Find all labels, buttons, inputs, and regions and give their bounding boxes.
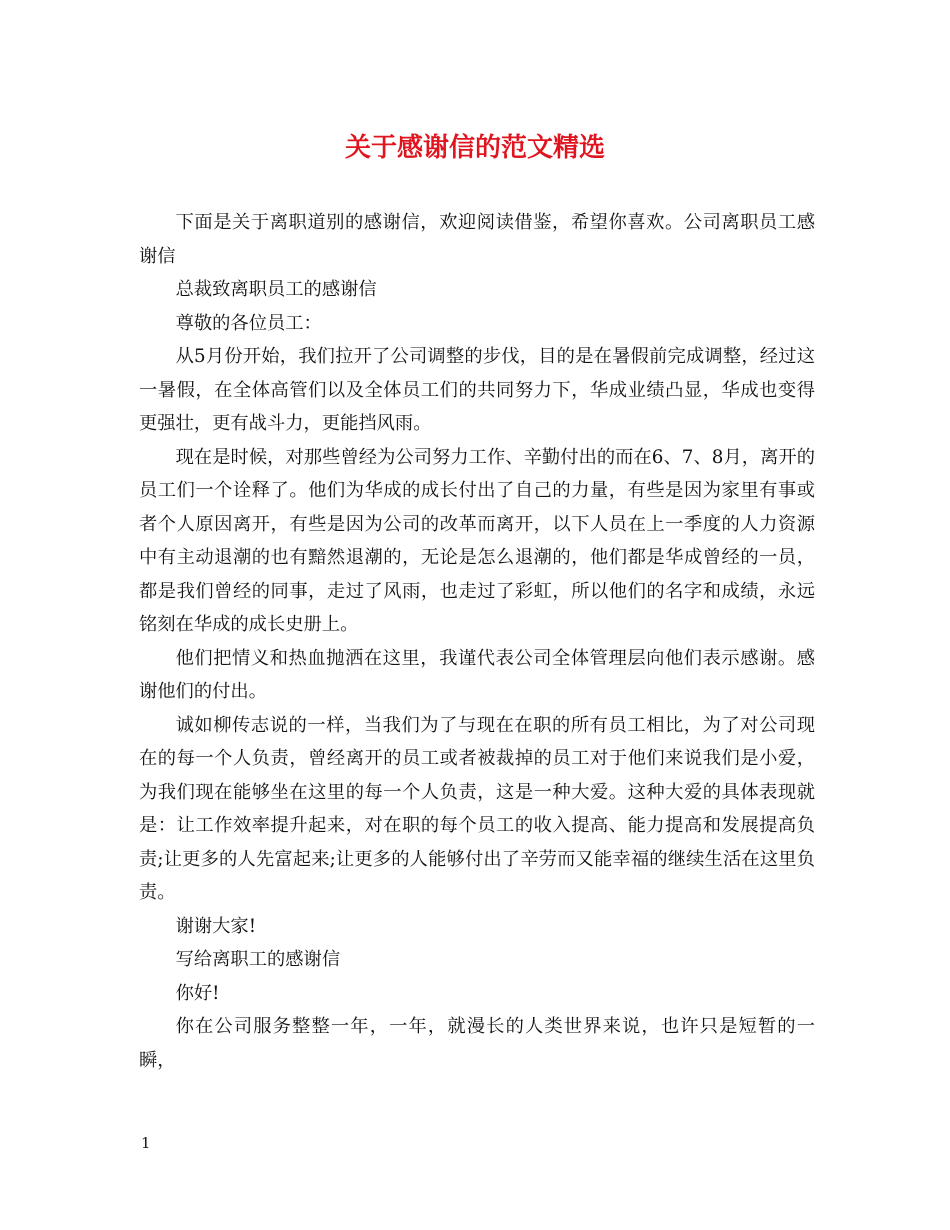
- paragraph-greeting: 你好!: [175, 982, 220, 1004]
- paragraph-body: 现在是时候，对那些曾经为公司努力工作、辛勤付出的而在6、7、8月，离开的员工们一个诠释了。他们为华成的成长付出了自己的力量，有些是因为家里有事或者个人原因离开，有些是因为公司的改革而离开，以下人员在上一季度的人力资源中有主动退潮的也有黯然退潮的，无论是怎么退潮的，他们都是华成曾经的一员，都是我们曾经的同事，走过了风雨，也走过了彩虹，所以他们的名字和成绩，永远铭刻在华成的成长史册上。: [139, 446, 815, 635]
- paragraph-body: 从5月份开始，我们拉开了公司调整的步伐，目的是在暑假前完成调整，经过这一暑假，在全体高管们以及全体员工们的共同努力下，华成业绩凸显，华成也变得更强壮，更有战斗力，更能挡风雨。: [139, 346, 815, 434]
- paragraph-body: 你在公司服务整整一年，一年，就漫长的人类世界来说，也许只是短暂的一瞬，: [139, 1016, 815, 1071]
- paragraph-body: 诚如柳传志说的一样，当我们为了与现在在职的所有员工相比，为了对公司现在的每一个人负责，曾经离开的员工或者被裁掉的员工对于他们来说我们是小爱，为我们现在能够坐在这里的每一个人负责，这是一种大爱。这种大爱的具体表现就是：让工作效率提升起来，对在职的每个员工的收入提高、能力提高和发展提高负责;让更多的人先富起来;让更多的人能够付出了辛劳而又能幸福的继续生活在这里负责。: [139, 714, 815, 903]
- paragraph-intro: 下面是关于离职道别的感谢信，欢迎阅读借鉴，希望你喜欢。公司离职员工感谢信: [139, 212, 815, 267]
- paragraph-salutation: 尊敬的各位员工：: [175, 312, 322, 334]
- paragraph-thanks: 谢谢大家!: [175, 915, 257, 937]
- paragraph-heading-ceo-letter: 总裁致离职员工的感谢信: [175, 279, 377, 300]
- paragraph-body: 他们把情义和热血抛洒在这里，我谨代表公司全体管理层向他们表示感谢。感谢他们的付出。: [139, 647, 815, 702]
- document-title: 关于感谢信的范文精选: [344, 133, 605, 163]
- paragraph-heading-letter-to-departed: 写给离职工的感谢信: [175, 949, 341, 970]
- document-body: [139, 206, 815, 1077]
- page-number: 1: [141, 1134, 151, 1152]
